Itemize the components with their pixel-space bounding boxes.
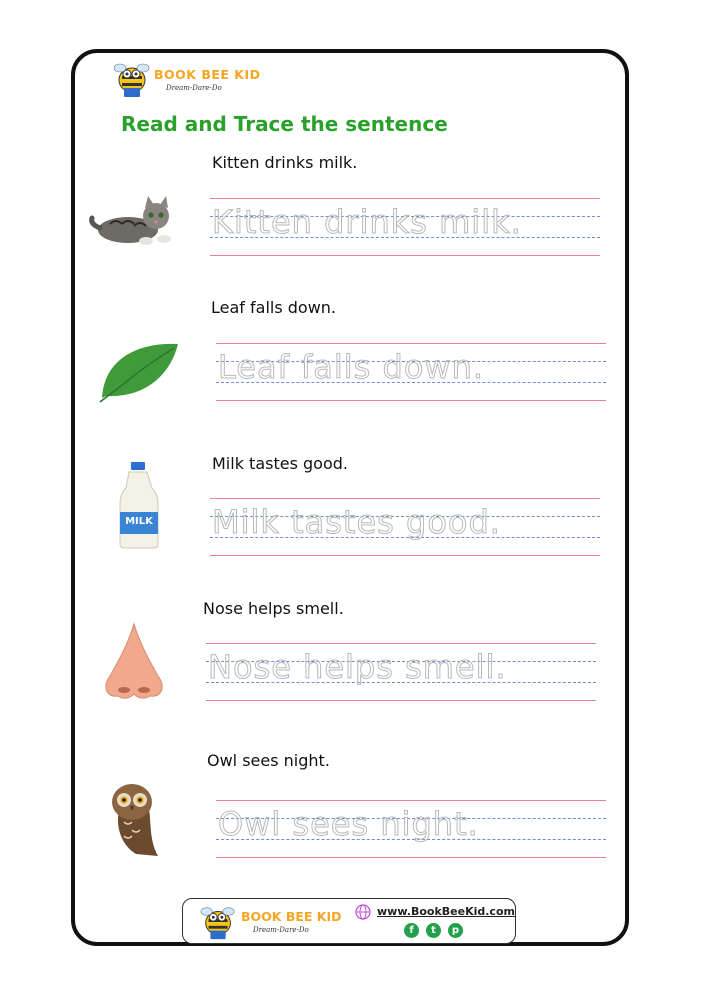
sentence-label: Nose helps smell. bbox=[203, 599, 344, 618]
owl-icon bbox=[106, 778, 164, 858]
sentence-label: Milk tastes good. bbox=[212, 454, 348, 473]
sentence-label: Owl sees night. bbox=[207, 751, 330, 770]
tracing-lines bbox=[206, 643, 596, 701]
milk-bottle-icon bbox=[116, 460, 162, 550]
bee-icon bbox=[199, 902, 239, 942]
twitter-icon[interactable]: t bbox=[426, 923, 441, 938]
brand-tagline: Dream-Dare-Do bbox=[166, 84, 222, 92]
kitten-icon bbox=[88, 194, 180, 254]
sentence-label: Leaf falls down. bbox=[211, 298, 337, 317]
website-link[interactable]: www.BookBeeKid.com bbox=[377, 905, 515, 918]
tracing-lines bbox=[216, 343, 606, 401]
globe-icon bbox=[355, 904, 371, 920]
milk-label: MILK bbox=[125, 516, 153, 527]
footer-banner bbox=[182, 898, 516, 944]
tracing-lines bbox=[210, 498, 600, 556]
facebook-icon[interactable]: f bbox=[404, 923, 419, 938]
footer-brand-tagline: Dream-Dare-Do bbox=[253, 926, 309, 934]
bee-icon bbox=[112, 58, 154, 100]
pinterest-icon[interactable]: p bbox=[448, 923, 463, 938]
tracing-lines bbox=[216, 800, 606, 858]
trace-text[interactable]: Leaf falls down. bbox=[218, 348, 485, 386]
trace-text[interactable]: Milk tastes good. bbox=[212, 503, 501, 541]
sentence-label: Kitten drinks milk. bbox=[212, 153, 358, 172]
leaf-icon bbox=[96, 340, 182, 404]
page-title: Read and Trace the sentence bbox=[121, 112, 448, 136]
trace-text[interactable]: Owl sees night. bbox=[218, 805, 479, 843]
header-logo bbox=[112, 58, 262, 102]
nose-icon bbox=[100, 622, 168, 702]
footer-brand-name: BOOK BEE KID bbox=[241, 909, 342, 924]
tracing-lines bbox=[210, 198, 600, 256]
trace-text[interactable]: Nose helps smell. bbox=[208, 648, 507, 686]
trace-text[interactable]: Kitten drinks milk. bbox=[212, 203, 522, 241]
brand-name: BOOK BEE KID bbox=[154, 67, 261, 82]
